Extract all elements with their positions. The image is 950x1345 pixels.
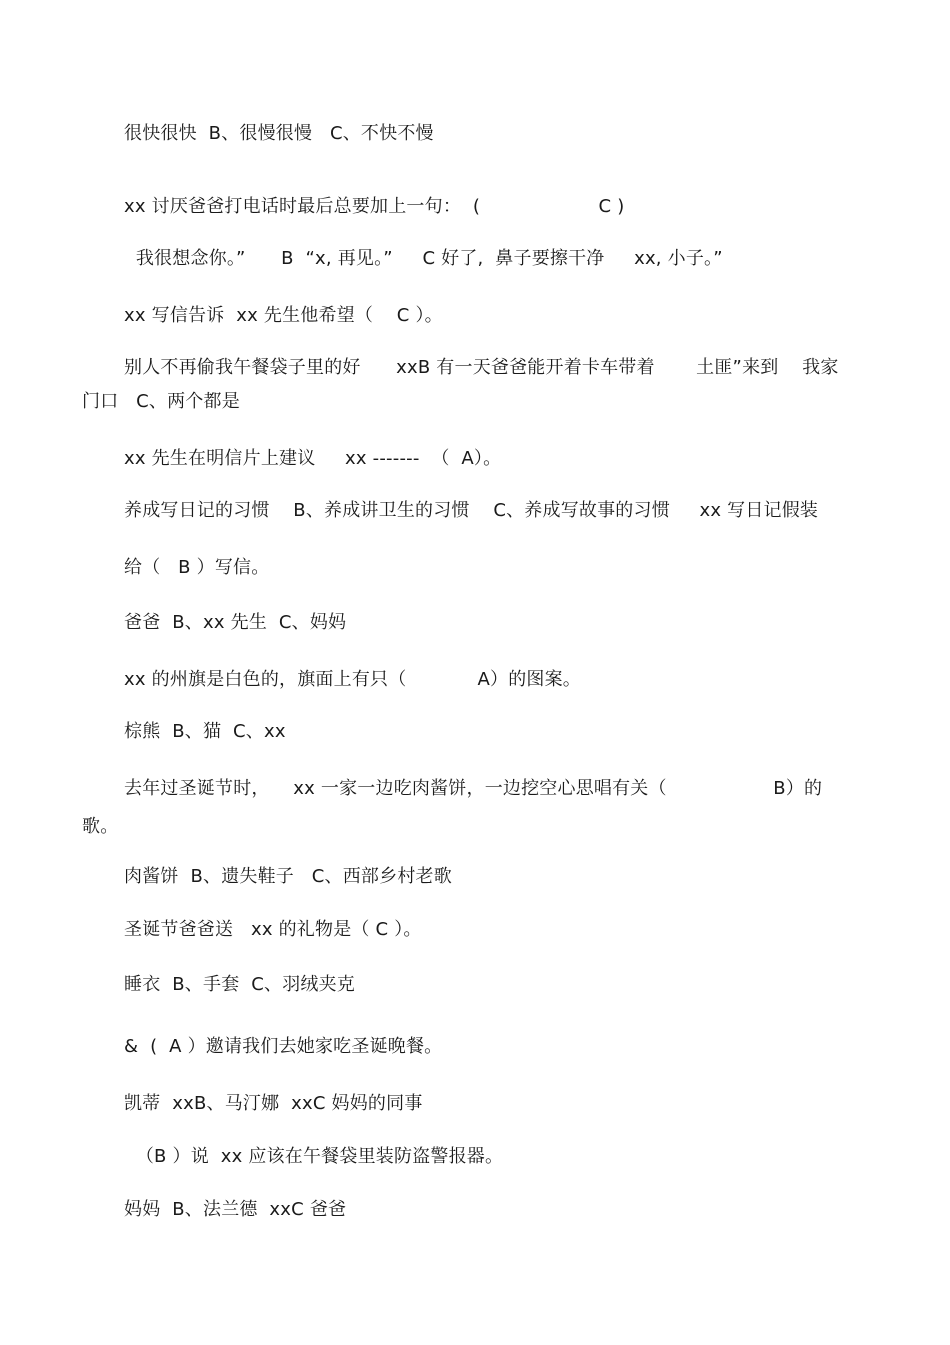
- answer-options-wish: 别人不再偷我午餐袋子里的好 xxB 有一天爸爸能开着卡车带着 土匪”来到 我家: [124, 357, 839, 378]
- question-christmas-song: 去年过圣诞节时， xx 一家一边吃肉酱饼，一边挖空心思唱有关（ B）的: [124, 778, 823, 799]
- answer-options-alarm: 妈妈 B、法兰德 xxC 爸爸: [124, 1199, 347, 1220]
- answer-options-flag: 棕熊 B、猫 C、xx: [124, 721, 286, 742]
- answer-options-phrase: 我很想念你。” B “x, 再见。” C 好了, 鼻子要擦干净 xx, 小子。”: [124, 248, 723, 269]
- answer-options-advice: 养成写日记的习惯 B、养成讲卫生的习惯 C、养成写故事的习惯 xx 写日记假装: [124, 500, 819, 521]
- question-postcard-advice: xx 先生在明信片上建议 xx ------- （ A）。: [124, 448, 502, 469]
- question-lunch-alarm: （B ）说 xx 应该在午餐袋里装防盗警报器。: [124, 1146, 504, 1167]
- question-christmas-song-continued: 歌。: [82, 816, 119, 837]
- question-christmas-gift: 圣诞节爸爸送 xx 的礼物是（ C ）。: [124, 919, 422, 940]
- answer-options-gift: 睡衣 B、手套 C、羽绒夹克: [124, 974, 356, 995]
- question-dinner-invite: & ( A ）邀请我们去她家吃圣诞晚餐。: [124, 1036, 443, 1057]
- answer-options-wish-continued: 门口 C、两个都是: [82, 391, 240, 412]
- answer-options-letter: 爸爸 B、xx 先生 C、妈妈: [124, 612, 347, 633]
- answer-options-invite: 凯蒂 xxB、马汀娜 xxC 妈妈的同事: [124, 1093, 423, 1114]
- answer-options-speed: 很快很快 B、很慢很慢 C、不快不慢: [124, 123, 434, 144]
- question-letter-wish: xx 写信告诉 xx 先生他希望（ C ）。: [124, 305, 443, 326]
- question-state-flag: xx 的州旗是白色的，旗面上有只（ A）的图案。: [124, 669, 581, 690]
- answer-options-song: 肉酱饼 B、遗失鞋子 C、西部乡村老歌: [124, 866, 452, 887]
- question-diary-letter: 给（ B ）写信。: [124, 557, 270, 578]
- question-phone-phrase: xx 讨厌爸爸打电话时最后总要加上一句： ( C ): [124, 196, 625, 217]
